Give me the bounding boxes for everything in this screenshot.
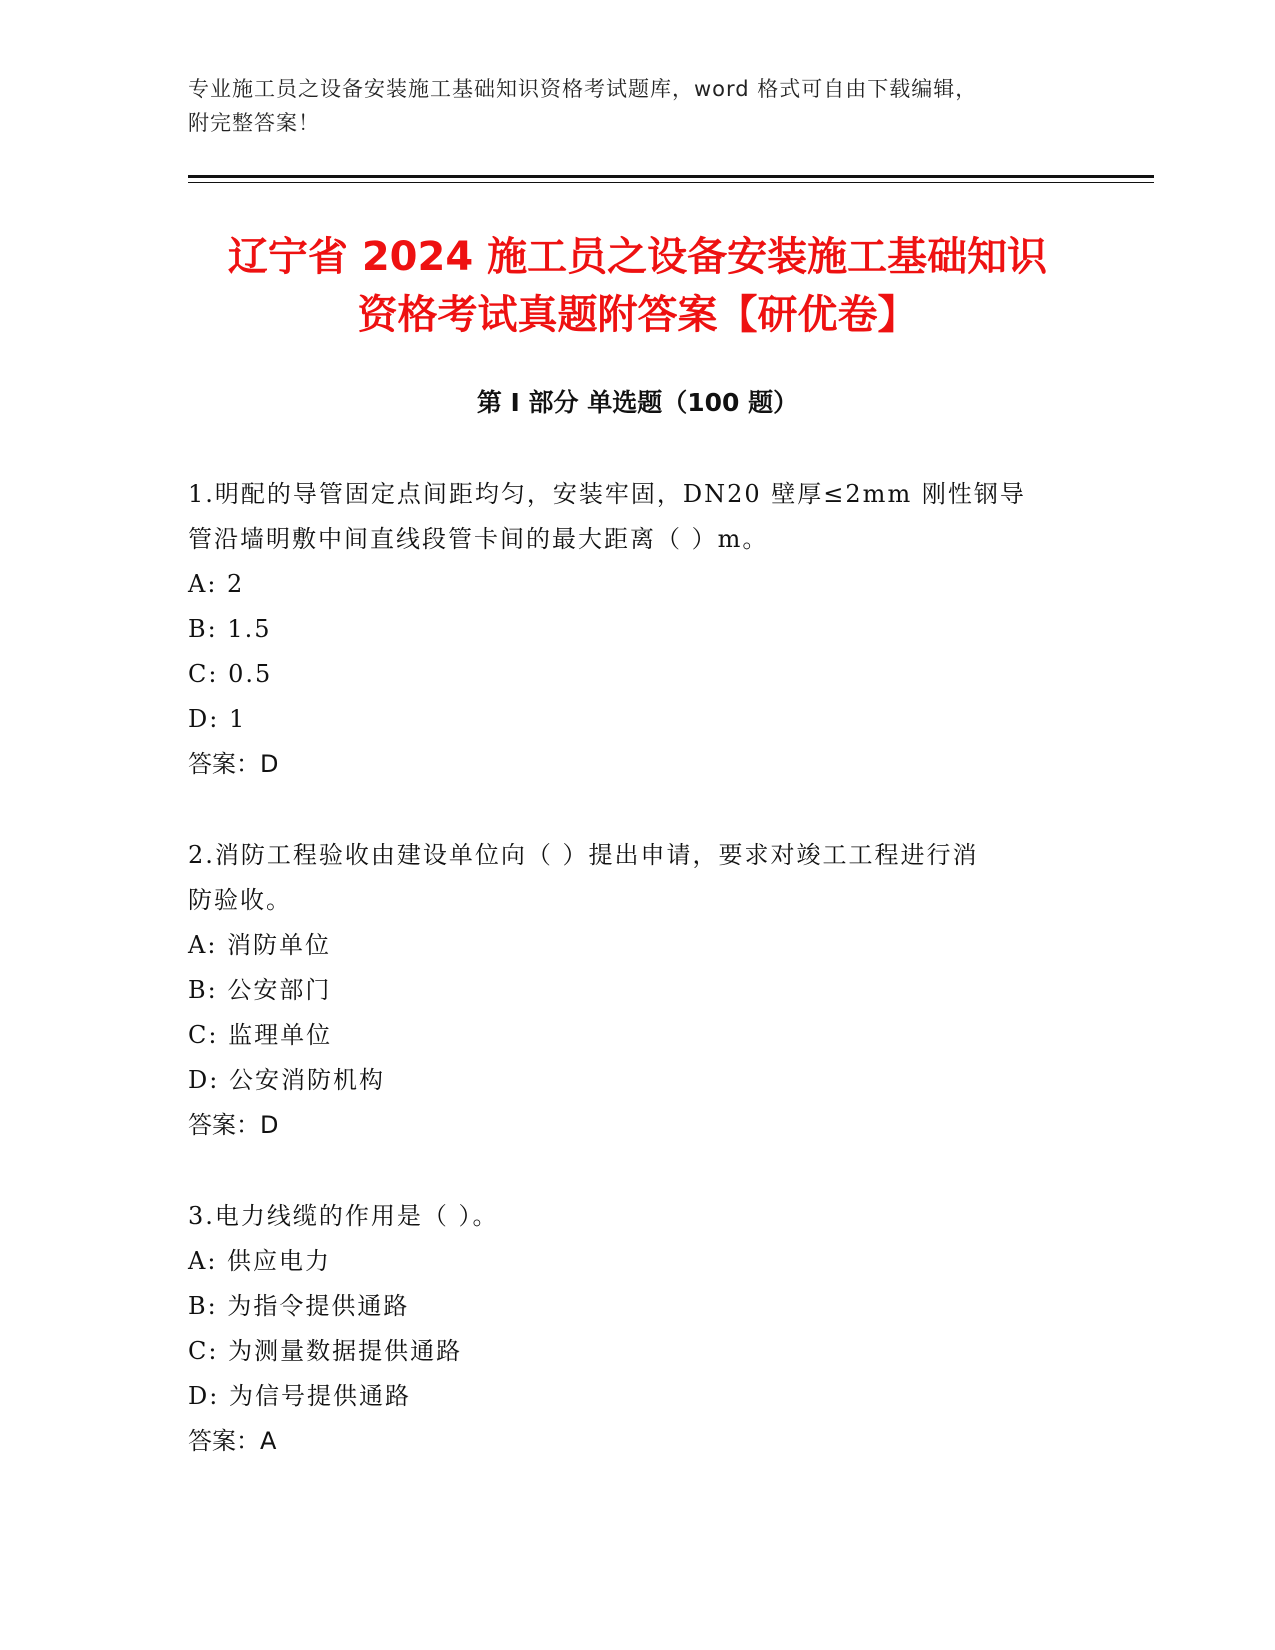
answer: 答案：D — [188, 1111, 279, 1139]
option-b: B: 为指令提供通路 — [188, 1292, 410, 1320]
option-b: B: 1.5 — [188, 615, 272, 643]
header-note-line-2: 附完整答案！ — [188, 111, 320, 135]
section-title: 第 I 部分 单选题（100 题） — [476, 388, 799, 417]
answer: 答案：A — [188, 1427, 277, 1455]
answer: 答案：D — [188, 750, 279, 778]
header-note-line-1: 专业施工员之设备安装施工基础知识资格考试题库，word 格式可自由下载编辑， — [188, 77, 978, 101]
option-d: D: 为信号提供通路 — [188, 1382, 411, 1410]
question-1 — [188, 472, 1088, 787]
question-stem-line-1: 1.明配的导管固定点间距均匀，安装牢固，DN20 壁厚≤2mm 刚性钢导 — [188, 480, 1026, 508]
option-a: A: 消防单位 — [188, 931, 332, 959]
document-title — [150, 228, 1125, 344]
question-stem-line-2: 防验收。 — [188, 886, 292, 914]
question-stem-line-2: 管沿墙明敷中间直线段管卡间的最大距离（ ）m。 — [188, 525, 769, 553]
header-divider-thin — [188, 182, 1154, 183]
option-b: B: 公安部门 — [188, 976, 332, 1004]
option-a: A: 供应电力 — [188, 1247, 332, 1275]
option-d: D: 公安消防机构 — [188, 1066, 385, 1094]
question-stem-line-1: 3.电力线缆的作用是（ ）。 — [188, 1202, 499, 1230]
option-c: C: 为测量数据提供通路 — [188, 1337, 463, 1365]
document-title-line-1: 辽宁省 2024 施工员之设备安装施工基础知识 — [227, 234, 1048, 280]
question-stem-line-1: 2.消防工程验收由建设单位向（ ）提出申请，要求对竣工工程进行消 — [188, 841, 979, 869]
option-c: C: 0.5 — [188, 660, 273, 688]
header-divider-thick — [188, 175, 1154, 178]
document-title-line-2: 资格考试真题附答案【研优卷】 — [357, 292, 918, 338]
question-2 — [188, 833, 1088, 1148]
option-d: D: 1 — [188, 705, 247, 733]
option-c: C: 监理单位 — [188, 1021, 333, 1049]
option-a: A: 2 — [188, 570, 245, 598]
question-3 — [188, 1194, 1088, 1464]
header-note — [188, 72, 1088, 140]
